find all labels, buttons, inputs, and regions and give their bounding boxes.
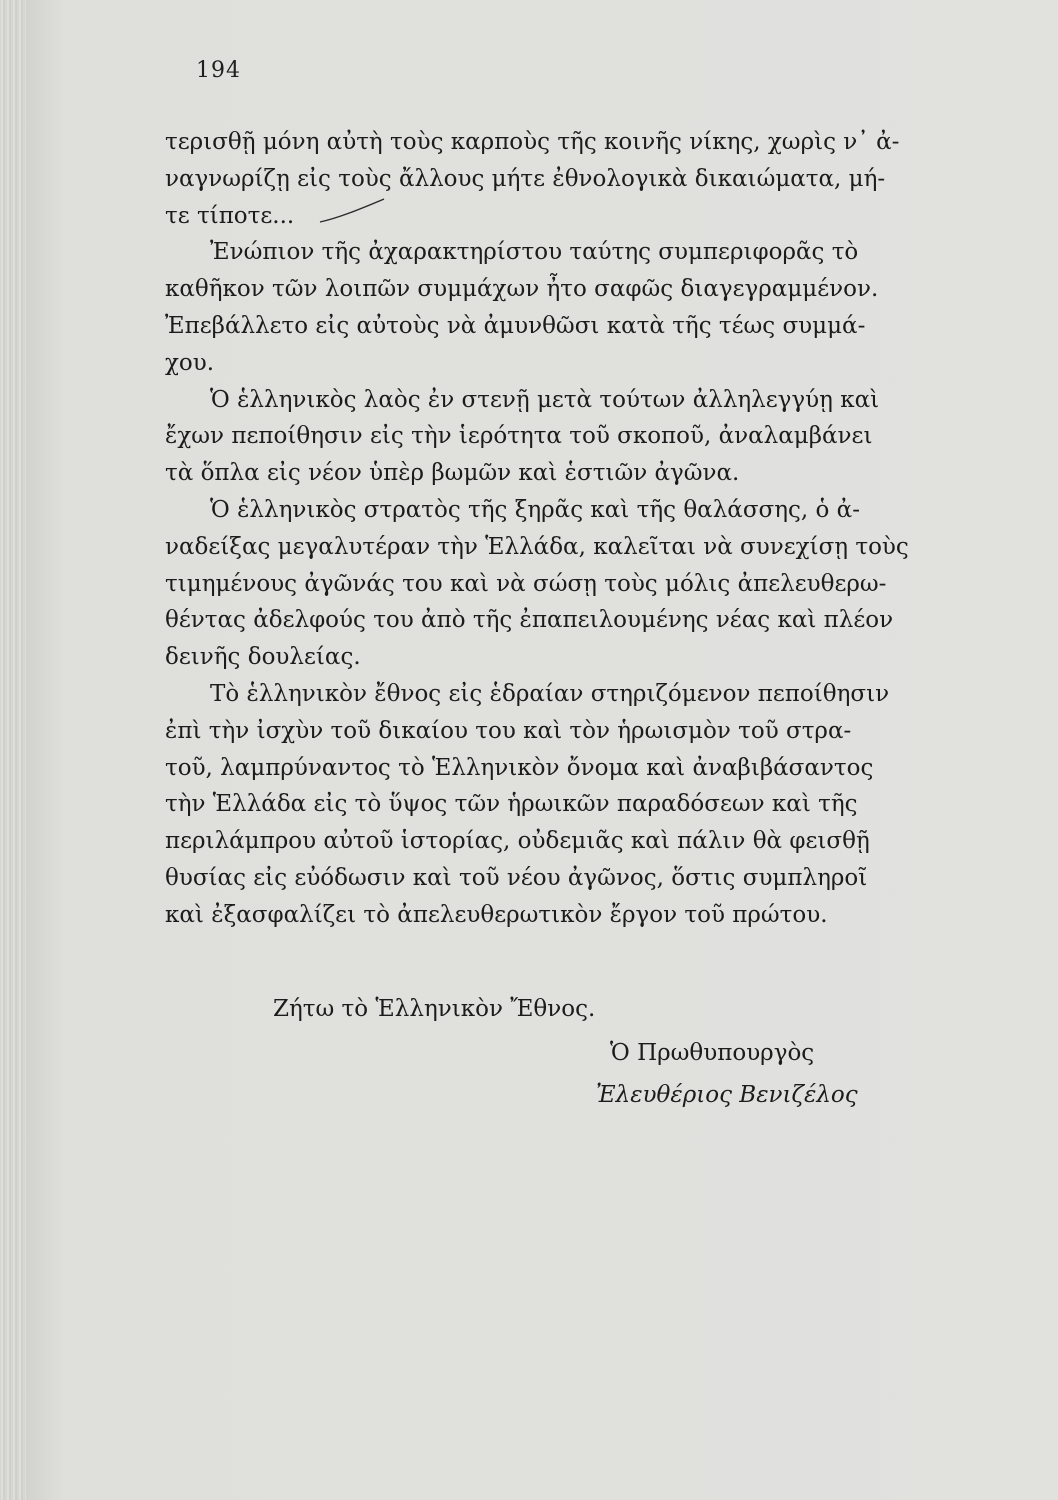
- signature-name: Ἐλευθέριος Βενιζέλος: [596, 1082, 858, 1108]
- body-text: [165, 124, 1015, 934]
- paragraph-2: Ἐνώπιον τῆς ἀχαρακτηρίστου ταύτης συμπεριφορᾶς τὸ καθῆκον τῶν λοιπῶν συμμάχων ἦτο σαφῶς διαγεγραμμένον. Ἐπεβάλλετο εἰς αὐτοὺς νὰ ἀμυνθῶσι κατὰ τῆς τέως συμμά- χου.: [165, 239, 879, 376]
- page-number: 194: [196, 58, 241, 83]
- book-page-edges: [0, 0, 26, 1500]
- paragraph-1: τερισθῇ μόνη αὐτὴ τοὺς καρποὺς τῆς κοινῆς νίκης, χωρὶς ν᾽ ἀ- ναγνωρίζῃ εἰς τοὺς ἄλλους μήτε ἐθνολογικὰ δικαιώματα, μή- τε τίποτε...: [165, 129, 900, 229]
- pen-mark-icon: [318, 196, 388, 226]
- paragraph-5: Τὸ ἑλληνικὸν ἔθνος εἰς ἑδραίαν στηριζόμενον πεποίθησιν ἐπὶ τὴν ἰσχὺν τοῦ δικαίου του καὶ τὸν ἡρωισμὸν τοῦ στρα- τοῦ, λαμπρύναντος τὸ Ἑλληνικὸν ὄνομα καὶ ἀναβιβάσαντος τὴν Ἑλλάδα εἰς τὸ ὕψος τῶν ἡρωικῶν παραδόσεων καὶ τῆς περιλάμπρου αὐτοῦ ἱστορίας, οὐδεμιᾶς καὶ πάλιν θὰ φεισθῇ θυσίας εἰς εὐόδωσιν καὶ τοῦ νέου ἀγῶνος, ὅστις συμπληροῖ καὶ ἐξασφαλίζει τὸ ἀπελευθερωτικὸν ἔργον τοῦ πρώτου.: [165, 680, 890, 928]
- closing-line: Ζήτω τὸ Ἑλληνικὸν Ἔθνος.: [273, 996, 596, 1022]
- signature-title: Ὁ Πρωθυπουργὸς: [610, 1040, 815, 1066]
- paragraph-4: Ὁ ἑλληνικὸς στρατὸς τῆς ξηρᾶς καὶ τῆς θαλάσσης, ὁ ἀ- ναδείξας μεγαλυτέραν τὴν Ἑλλάδα, καλεῖται νὰ συνεχίσῃ τοὺς τιμημένους ἀγῶνάς του καὶ νὰ σώσῃ τοὺς μόλις ἀπελευθερω- θέντας ἀδελφούς του ἀπὸ τῆς ἐπαπειλουμένης νέας καὶ πλέον δεινῆς δουλείας.: [165, 496, 909, 671]
- paragraph-3: Ὁ ἑλληνικὸς λαὸς ἐν στενῇ μετὰ τούτων ἀλληλεγγύῃ καὶ ἔχων πεποίθησιν εἰς τὴν ἱερότητα τοῦ σκοποῦ, ἀναλαμβάνει τὰ ὅπλα εἰς νέον ὑπὲρ βωμῶν καὶ ἑστιῶν ἀγῶνα.: [165, 386, 880, 487]
